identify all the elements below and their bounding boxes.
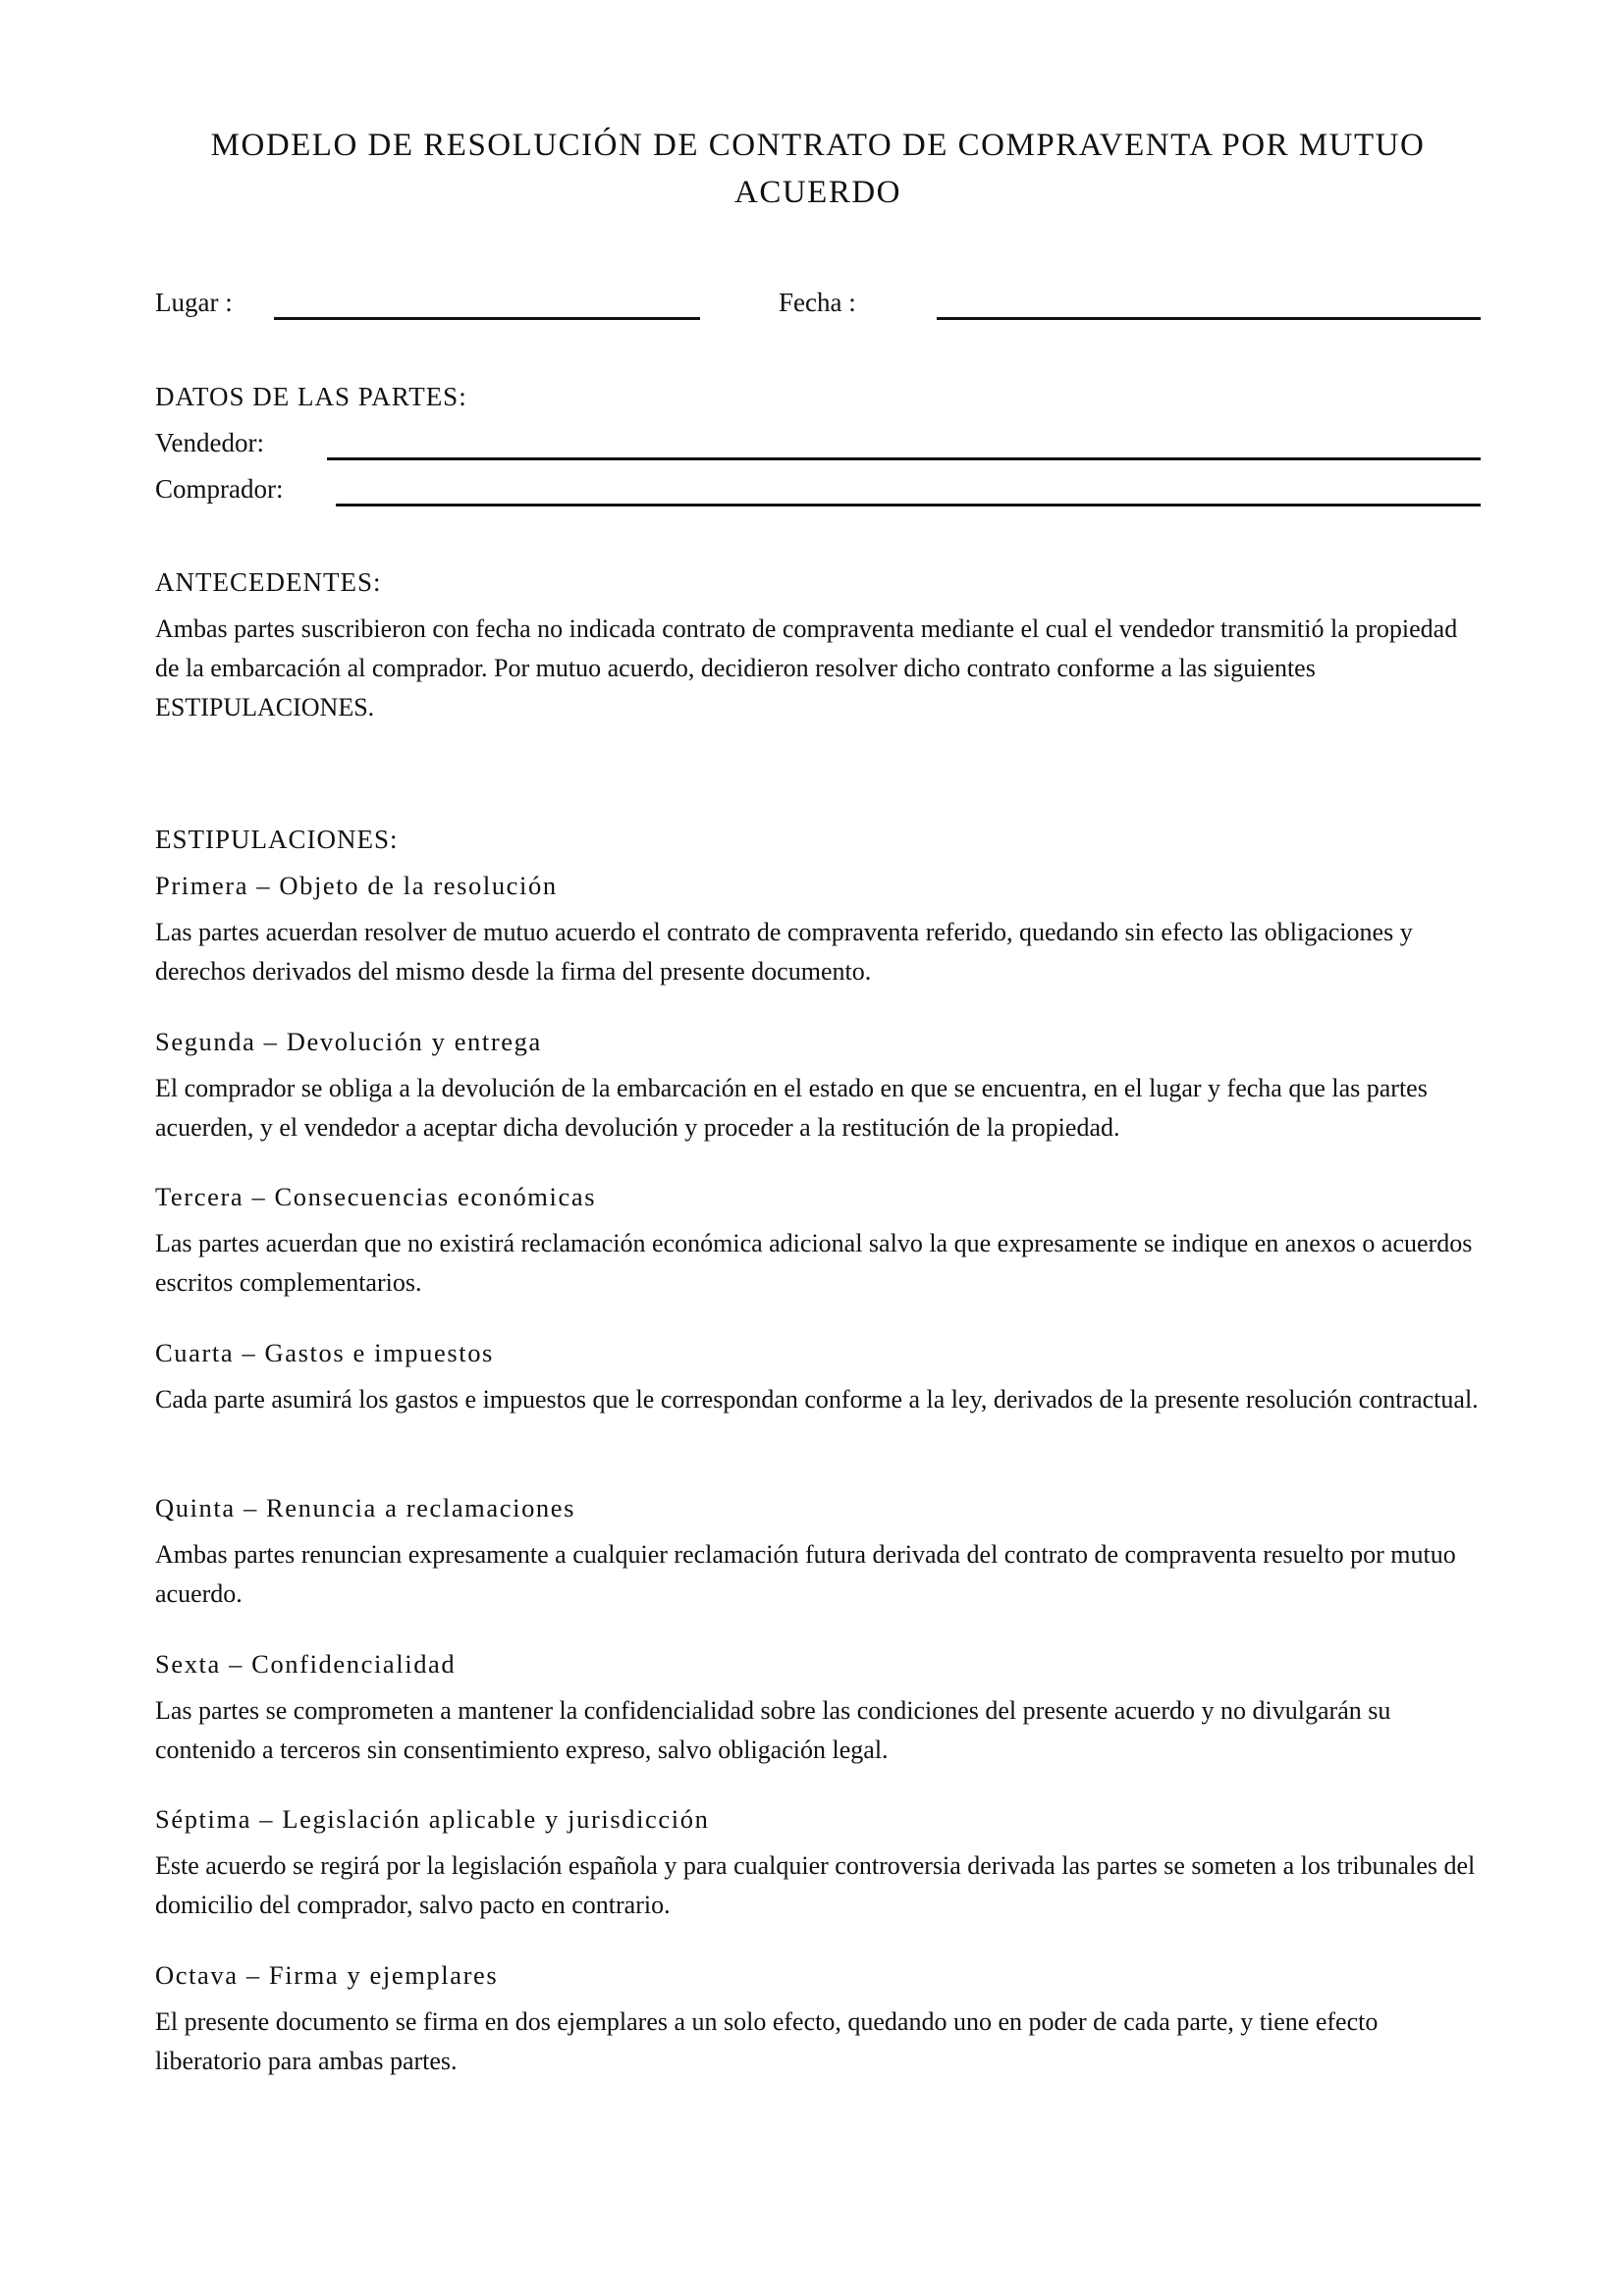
clause-text: Las partes acuerdan resolver de mutuo acuerdo el contrato de compraventa referido, quedando sin efecto las obligaciones y derechos derivados del mismo desde la firma del presente documento. bbox=[155, 918, 1413, 986]
lugar-field[interactable] bbox=[274, 317, 700, 320]
clause-title: Octava – Firma y ejemplares bbox=[155, 1960, 499, 1990]
comprador-field[interactable] bbox=[336, 504, 1481, 507]
clause-title: Séptima – Legislación aplicable y jurisdicción bbox=[155, 1804, 710, 1834]
clause-text: Ambas partes renuncian expresamente a cualquier reclamación futura derivada del contrato de compraventa resuelto por mutuo acuerdo. bbox=[155, 1540, 1456, 1608]
clause-title: Sexta – Confidencialidad bbox=[155, 1649, 457, 1679]
vendedor-label: Vendedor: bbox=[155, 428, 264, 457]
clause-title: Cuarta – Gastos e impuestos bbox=[155, 1338, 494, 1367]
clause-title: Segunda – Devolución y entrega bbox=[155, 1027, 542, 1056]
vendedor-field[interactable] bbox=[327, 457, 1481, 460]
clause-text: El comprador se obliga a la devolución de la embarcación en el estado en que se encuentra, en el lugar y fecha que las partes acuerden, y el vendedor a aceptar dicha devolución y proceder a la restitución de la propiedad. bbox=[155, 1074, 1428, 1142]
antecedentes-text: Ambas partes suscribieron con fecha no indicada contrato de compraventa mediante el cual el vendedor transmitió la propiedad de la embarcación al comprador. Por mutuo acuerdo, decidieron resolver dicho contrato conforme a las siguientes ESTIPULACIONES. bbox=[155, 614, 1458, 721]
clause-text: Las partes se comprometen a mantener la confidencialidad sobre las condiciones del presente acuerdo y no divulgarán su contenido a terceros sin consentimiento expreso, salvo obligación legal. bbox=[155, 1696, 1391, 1764]
clause-text: El presente documento se firma en dos ejemplares a un solo efecto, quedando uno en poder de cada parte, y tiene efecto liberatorio para ambas partes. bbox=[155, 2007, 1379, 2075]
clause-text: Este acuerdo se regirá por la legislación española y para cualquier controversia derivada las partes se someten a los tribunales del domicilio del comprador, salvo pacto en contrario. bbox=[155, 1851, 1476, 1919]
clause-title: Quinta – Renuncia a reclamaciones bbox=[155, 1493, 576, 1522]
fecha-label: Fecha : bbox=[779, 288, 856, 317]
clause-title: Tercera – Consecuencias económicas bbox=[155, 1182, 597, 1211]
comprador-label: Comprador: bbox=[155, 474, 284, 504]
parties-heading: DATOS DE LAS PARTES: bbox=[155, 382, 467, 411]
document-title: MODELO DE RESOLUCIÓN DE CONTRATO DE COMPRAVENTA POR MUTUO ACUERDO bbox=[210, 128, 1426, 210]
fecha-field[interactable] bbox=[937, 317, 1481, 320]
clause-text: Cada parte asumirá los gastos e impuestos que le correspondan conforme a la ley, derivados de la presente resolución contractual. bbox=[155, 1385, 1479, 1414]
lugar-label: Lugar : bbox=[155, 288, 233, 317]
estipulaciones-heading: ESTIPULACIONES: bbox=[155, 825, 399, 854]
antecedentes-heading: ANTECEDENTES: bbox=[155, 567, 382, 597]
clause-text: Las partes acuerdan que no existirá reclamación económica adicional salvo la que expresamente se indique en anexos o acuerdos escritos complementarios. bbox=[155, 1229, 1473, 1297]
clause-title: Primera – Objeto de la resolución bbox=[155, 871, 558, 900]
